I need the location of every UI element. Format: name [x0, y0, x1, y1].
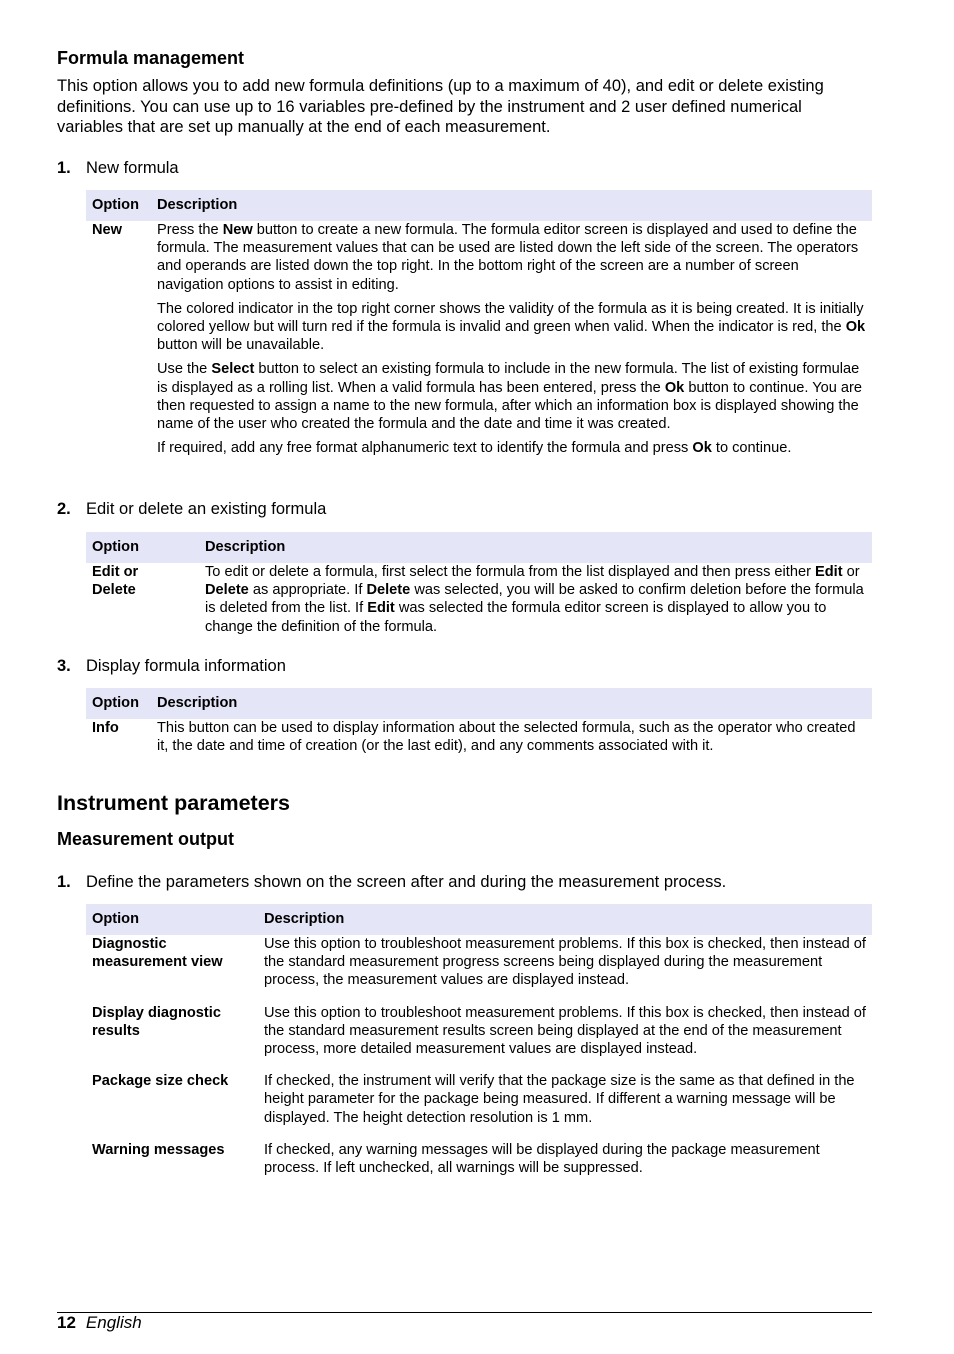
- col-header-description: Description: [151, 688, 872, 719]
- description-cell: Use this option to troubleshoot measurement problems. If this box is checked, then instead of the standard measurement progress screens being displayed during the measurement process, the measurement values are displayed instead.: [264, 936, 866, 989]
- bold-term: New: [222, 222, 253, 238]
- option-cell: [86, 563, 199, 636]
- step-number: 3.: [57, 657, 71, 675]
- description-cell: If checked, the instrument will verify that the package size is the same as that defined in the height parameter for the package being measured. If different a warning message will be displayed. The height detection resolution is 1 mm.: [264, 1073, 855, 1126]
- option-cell: Diagnostic measurement view: [92, 936, 223, 971]
- step-title: Define the parameters shown on the screen after and during the measurement process.: [86, 873, 727, 891]
- edit-delete-table: [86, 532, 872, 636]
- description-cell: [151, 221, 872, 457]
- col-header-option: Option: [86, 532, 199, 563]
- description-paragraph: Press the New button to create a new formula. The formula editor screen is displayed and used to define the formula. The measurement values that can be used are listed down the left side of the screen. The operators and operands are listed down the top right. In the bottom right of the screen are a number of screen navigation options to assist in editing.: [157, 222, 859, 293]
- step-edit-delete-formula: [57, 499, 326, 519]
- col-header-description: Description: [199, 532, 872, 563]
- bold-term: Ok: [692, 440, 712, 457]
- bold-term: Edit: [367, 600, 395, 617]
- option-cell: Display diagnostic results: [92, 1004, 221, 1039]
- step-display-formula-info: [57, 656, 286, 676]
- section-heading-instrument-parameters: Instrument parameters: [57, 791, 290, 815]
- step-new-formula: [57, 158, 179, 178]
- step-title: New formula: [86, 159, 179, 177]
- description-paragraph: This button can be used to display information about the selected formula, such as the operator who created it, the date and time of creation (or the last edit), and any comments associated with it.: [157, 720, 856, 755]
- option-cell: Warning messages: [92, 1141, 225, 1158]
- step-define-parameters: [57, 872, 726, 892]
- measurement-output-table: [86, 904, 872, 1177]
- col-header-option: Option: [86, 904, 258, 935]
- description-cell: [199, 563, 872, 636]
- bold-term: Ok: [845, 319, 866, 336]
- bold-term: Edit: [815, 564, 843, 580]
- option-line: Delete: [92, 582, 136, 599]
- col-header-option: Option: [86, 688, 151, 719]
- step-number: 2.: [57, 500, 71, 518]
- section-heading-formula-management: Formula management: [57, 48, 245, 68]
- subheading-measurement-output: Measurement output: [57, 829, 235, 849]
- bold-term: Delete: [366, 582, 411, 599]
- col-header-description: Description: [151, 190, 872, 221]
- page-number: 12: [57, 1313, 76, 1332]
- description-paragraph: Use the Select button to select an existing formula to include in the new formula. The list of existing formulae is displayed as a rolling list. When a valid formula has been entered, press the Ok button to continue. You are then requested to assign a name to the new formula, after which an information box is displayed showing the name of the user who created the formula and the date and time it was created.: [157, 361, 862, 433]
- description-cell: [151, 719, 872, 755]
- bold-term: Delete: [205, 582, 249, 599]
- bold-term: Select: [211, 361, 255, 378]
- new-formula-table: [86, 190, 872, 457]
- description-paragraph: The colored indicator in the top right corner shows the validity of the formula as it is being created. It is initially colored yellow but will turn red if the formula is invalid and green when valid. When the indicator is red, the Ok button will be unavailable.: [157, 300, 866, 354]
- step-title: Edit or delete an existing formula: [86, 500, 327, 518]
- description-cell: Use this option to troubleshoot measurement problems. If this box is checked, then instead of the standard measurement results screen being displayed at the end of the measurement process, more detailed measurement values are displayed instead.: [264, 1004, 866, 1058]
- col-header-option: Option: [86, 190, 151, 221]
- option-cell: Package size check: [92, 1073, 229, 1090]
- col-header-description: Description: [258, 904, 872, 935]
- option-line: Edit or: [92, 564, 139, 580]
- footer-language: English: [85, 1313, 142, 1332]
- bold-term: Ok: [664, 379, 685, 396]
- footer-rule: [57, 1312, 872, 1313]
- description-cell: If checked, any warning messages will be displayed during the package measurement process. If left unchecked, all warnings will be suppressed.: [264, 1141, 820, 1177]
- step-title: Display formula information: [86, 657, 286, 675]
- option-cell: New: [92, 222, 123, 238]
- formula-info-table: [86, 688, 872, 755]
- step-number: 1.: [57, 873, 71, 891]
- description-paragraph: To edit or delete a formula, first select the formula from the list displayed and then press either Edit or Delete as appropriate. If Delete was selected, you will be asked to confirm deletion before the formula is deleted from the list. If Edit was selected the formula editor screen is displayed to allow you to change the definition of the formula.: [205, 564, 864, 635]
- option-cell: Info: [92, 720, 119, 736]
- step-number: 1.: [57, 159, 71, 177]
- description-paragraph: If required, add any free format alphanumeric text to identify the formula and press Ok to continue.: [157, 440, 792, 457]
- page-footer: [57, 1313, 142, 1333]
- formula-management-intro: This option allows you to add new formula definitions (up to a maximum of 40), and edit or delete existing definitions. You can use up to 16 variables pre-defined by the instrument and 2 user defined numerical variables that are set up manually at the end of each measurement.: [57, 77, 824, 136]
